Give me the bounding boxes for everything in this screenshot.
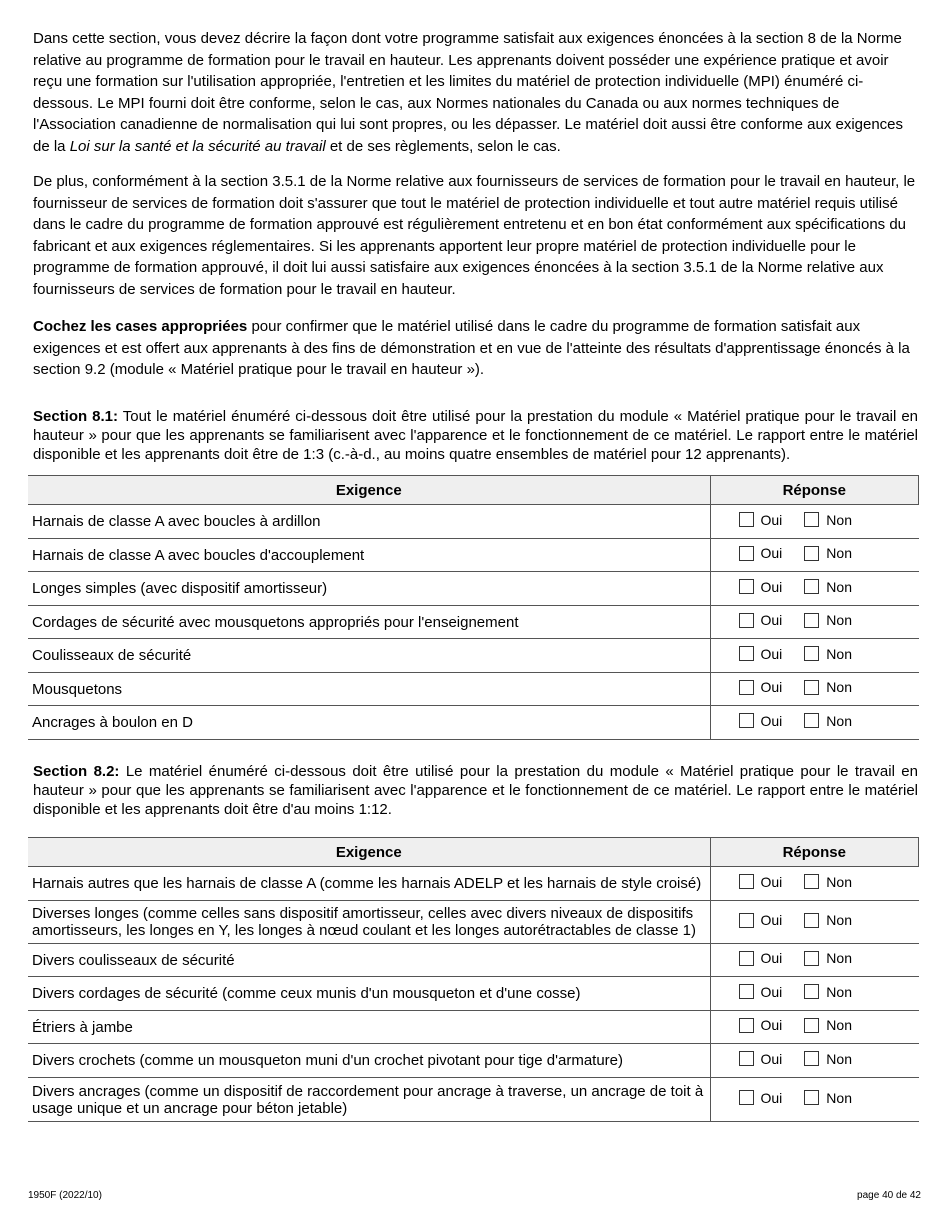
non-label: Non (826, 1089, 852, 1106)
table-row (28, 1078, 919, 1122)
oui-option[interactable] (739, 512, 783, 528)
response-cell (710, 867, 919, 901)
table-row (28, 539, 919, 572)
non-option[interactable] (804, 679, 852, 695)
table-row (28, 867, 919, 901)
law-title: Loi sur la santé et la sécurité au travail (69, 137, 326, 155)
response-cell (710, 1078, 919, 1122)
table-row (28, 1011, 919, 1044)
oui-checkbox[interactable] (739, 913, 754, 928)
requirement-text: Divers ancrages (comme un dispositif de raccordement pour ancrage à traverse, un ancrage de toit à usage unique et un ancrage pour béton jetable) (28, 1078, 710, 1122)
non-label: Non (826, 645, 852, 662)
oui-checkbox[interactable] (739, 680, 754, 695)
oui-option[interactable] (739, 1017, 783, 1033)
table-row (28, 706, 919, 740)
oui-label: Oui (760, 1050, 783, 1067)
non-option[interactable] (804, 874, 852, 890)
response-cell (710, 977, 919, 1011)
oui-checkbox[interactable] (739, 646, 754, 661)
response-cell (710, 1011, 919, 1044)
response-cell (710, 606, 919, 639)
non-label: Non (826, 873, 852, 890)
section-8-1-table (28, 475, 919, 740)
non-checkbox[interactable] (804, 579, 819, 594)
requirement-text: Harnais de classe A avec boucles d'accouplement (28, 539, 710, 572)
response-cell (710, 944, 919, 977)
response-cell (710, 572, 919, 606)
oui-option[interactable] (739, 1051, 783, 1067)
oui-label: Oui (760, 679, 783, 696)
oui-checkbox[interactable] (739, 512, 754, 527)
non-label: Non (826, 712, 852, 729)
oui-label: Oui (760, 873, 783, 890)
intro-text-end: et de ses règlements, selon le cas. (325, 137, 561, 155)
oui-option[interactable] (739, 612, 783, 628)
oui-label: Oui (760, 1017, 783, 1034)
oui-checkbox[interactable] (739, 984, 754, 999)
non-option[interactable] (804, 1051, 852, 1067)
header-exigence: Exigence (28, 476, 710, 505)
non-option[interactable] (804, 646, 852, 662)
non-option[interactable] (804, 612, 852, 628)
instruction-bold: Cochez les cases appropriées (33, 318, 248, 335)
header-exigence: Exigence (28, 838, 710, 867)
requirement-text: Mousquetons (28, 673, 710, 706)
non-label: Non (826, 912, 852, 929)
non-option[interactable] (804, 1017, 852, 1033)
oui-checkbox[interactable] (739, 579, 754, 594)
section-8-2-table (28, 837, 919, 1122)
non-option[interactable] (804, 713, 852, 729)
requirement-text: Ancrages à boulon en D (28, 706, 710, 740)
oui-option[interactable] (739, 713, 783, 729)
non-checkbox[interactable] (804, 913, 819, 928)
non-checkbox[interactable] (804, 646, 819, 661)
response-cell (710, 505, 919, 539)
oui-option[interactable] (739, 1090, 783, 1106)
oui-checkbox[interactable] (739, 1051, 754, 1066)
section-8-1-text: Tout le matériel énuméré ci-dessous doit être utilisé pour la prestation du module « Matériel pratique pour le travail en hauteur » pour que les apprenants se familiarisent avec l'apparence et le fonctionnement de ce matériel. Le rapport entre le matériel disponible et les apprenants doit être de 1:3 (c.-à-d., au moins quatre ensembles de matériel pour 12 apprenants). (33, 408, 918, 463)
oui-option[interactable] (739, 646, 783, 662)
oui-option[interactable] (739, 545, 783, 561)
oui-label: Oui (760, 712, 783, 729)
oui-checkbox[interactable] (739, 546, 754, 561)
intro-text: Dans cette section, vous devez décrire la façon dont votre programme satisfait aux exigences énoncées à la section 8 de la Norme relative au programme de formation pour le travail en hauteur. Les apprenants doivent posséder une expérience pratique et avoir reçu une formation sur l'utilisation appropriée, l'entretien et les limites du matériel de protection individuelle (MPI) énuméré ci-dessous. Le MPI fourni doit être conforme, selon le cas, aux Normes nationales du Canada ou aux normes techniques de l'Association canadienne de normalisation qui lui sont propres, ou les dépasser. Le matériel doit aussi être conforme aux exigences de la (33, 30, 904, 155)
table-row (28, 673, 919, 706)
table-row (28, 606, 919, 639)
oui-option[interactable] (739, 874, 783, 890)
non-label: Non (826, 983, 852, 1000)
non-checkbox[interactable] (804, 951, 819, 966)
section-8-1-label: Section 8.1: (33, 408, 119, 425)
non-checkbox[interactable] (804, 680, 819, 695)
non-checkbox[interactable] (804, 546, 819, 561)
page-number: page 40 de 42 (857, 1190, 921, 1201)
response-cell (710, 706, 919, 740)
non-option[interactable] (804, 950, 852, 966)
requirement-text: Étriers à jambe (28, 1011, 710, 1044)
section-8-2-description (33, 762, 918, 819)
non-option[interactable] (804, 545, 852, 561)
oui-label: Oui (760, 578, 783, 595)
non-option[interactable] (804, 912, 852, 928)
response-cell (710, 901, 919, 944)
section-8-1-description (33, 407, 918, 464)
table-row (28, 944, 919, 977)
oui-option[interactable] (739, 912, 783, 928)
oui-label: Oui (760, 612, 783, 629)
form-id: 1950F (2022/10) (28, 1190, 102, 1201)
response-cell (710, 1044, 919, 1078)
oui-label: Oui (760, 912, 783, 929)
oui-option[interactable] (739, 950, 783, 966)
table-row (28, 505, 919, 539)
requirement-text: Coulisseaux de sécurité (28, 639, 710, 673)
response-cell (710, 639, 919, 673)
requirement-text: Diverses longes (comme celles sans dispositif amortisseur, celles avec divers niveaux de dispositifs amortisseurs, les longes en Y, les longes à nœud coulant et les longes autorétractables de classe 1) (28, 901, 710, 944)
oui-label: Oui (760, 545, 783, 562)
non-checkbox[interactable] (804, 713, 819, 728)
non-label: Non (826, 545, 852, 562)
non-checkbox[interactable] (804, 1090, 819, 1105)
requirement-text: Harnais de classe A avec boucles à ardillon (28, 505, 710, 539)
section-8-2-label: Section 8.2: (33, 763, 120, 780)
header-reponse: Réponse (710, 838, 919, 867)
instruction-text: pour confirmer que le matériel utilisé dans le cadre du programme de formation satisfait aux exigences et est offert aux apprenants à des fins de démonstration et en vue de l'atteinte des résultats d'apprentissage énoncés à la section 9.2 (module « Matériel pratique pour le travail en hauteur »). (33, 318, 910, 378)
oui-checkbox[interactable] (739, 1090, 754, 1105)
oui-option[interactable] (739, 579, 783, 595)
oui-checkbox[interactable] (739, 613, 754, 628)
non-checkbox[interactable] (804, 1018, 819, 1033)
table-row (28, 977, 919, 1011)
oui-label: Oui (760, 950, 783, 967)
table-row (28, 639, 919, 673)
response-cell (710, 673, 919, 706)
oui-option[interactable] (739, 679, 783, 695)
intro-paragraph-2: De plus, conformément à la section 3.5.1 de la Norme relative aux fournisseurs de services de formation pour le travail en hauteur, le fournisseur de services de formation doit s'assurer que tout le matériel de protection individuelle et tout autre matériel requis utilisé dans le cadre du programme de formation approuvé est régulièrement entretenu et en bon état conformément aux spécifications du fabricant et aux exigences réglementaires. Si les apprenants apportent leur propre matériel de protection individuelle pour le programme de formation approuvé, il doit lui aussi satisfaire aux exigences énoncées à la section 3.5.1 de la Norme relative aux fournisseurs de services de formation pour le travail en hauteur. (33, 173, 916, 298)
non-checkbox[interactable] (804, 874, 819, 889)
oui-label: Oui (760, 511, 783, 528)
requirement-text: Harnais autres que les harnais de classe A (comme les harnais ADELP et les harnais de style croisé) (28, 867, 710, 901)
oui-option[interactable] (739, 984, 783, 1000)
non-label: Non (826, 679, 852, 696)
response-cell (710, 539, 919, 572)
oui-checkbox[interactable] (739, 951, 754, 966)
requirement-text: Cordages de sécurité avec mousquetons appropriés pour l'enseignement (28, 606, 710, 639)
intro-paragraph-3 (33, 316, 918, 381)
non-label: Non (826, 511, 852, 528)
section-8-2-text: Le matériel énuméré ci-dessous doit être utilisé pour la prestation du module « Matériel pratique pour le travail en hauteur » pour que les apprenants se familiarisent avec l'apparence et le fonctionnement de ce matériel. Le rapport entre le matériel disponible et les apprenants doit être d'au moins 1:12. (33, 763, 918, 818)
non-option[interactable] (804, 512, 852, 528)
requirement-text: Divers cordages de sécurité (comme ceux munis d'un mousqueton et d'une cosse) (28, 977, 710, 1011)
oui-label: Oui (760, 645, 783, 662)
non-checkbox[interactable] (804, 984, 819, 999)
intro-paragraph-1 (33, 28, 918, 157)
oui-label: Oui (760, 1089, 783, 1106)
oui-checkbox[interactable] (739, 874, 754, 889)
non-label: Non (826, 1017, 852, 1034)
table-row (28, 572, 919, 606)
oui-checkbox[interactable] (739, 713, 754, 728)
non-label: Non (826, 612, 852, 629)
requirement-text: Divers crochets (comme un mousqueton muni d'un crochet pivotant pour tige d'armature) (28, 1044, 710, 1078)
table-row (28, 901, 919, 944)
non-checkbox[interactable] (804, 613, 819, 628)
non-label: Non (826, 578, 852, 595)
requirement-text: Divers coulisseaux de sécurité (28, 944, 710, 977)
requirement-text: Longes simples (avec dispositif amortisseur) (28, 572, 710, 606)
oui-checkbox[interactable] (739, 1018, 754, 1033)
non-option[interactable] (804, 579, 852, 595)
header-reponse: Réponse (710, 476, 919, 505)
non-label: Non (826, 1050, 852, 1067)
table-row (28, 1044, 919, 1078)
non-checkbox[interactable] (804, 1051, 819, 1066)
oui-label: Oui (760, 983, 783, 1000)
non-label: Non (826, 950, 852, 967)
non-option[interactable] (804, 984, 852, 1000)
non-option[interactable] (804, 1090, 852, 1106)
non-checkbox[interactable] (804, 512, 819, 527)
